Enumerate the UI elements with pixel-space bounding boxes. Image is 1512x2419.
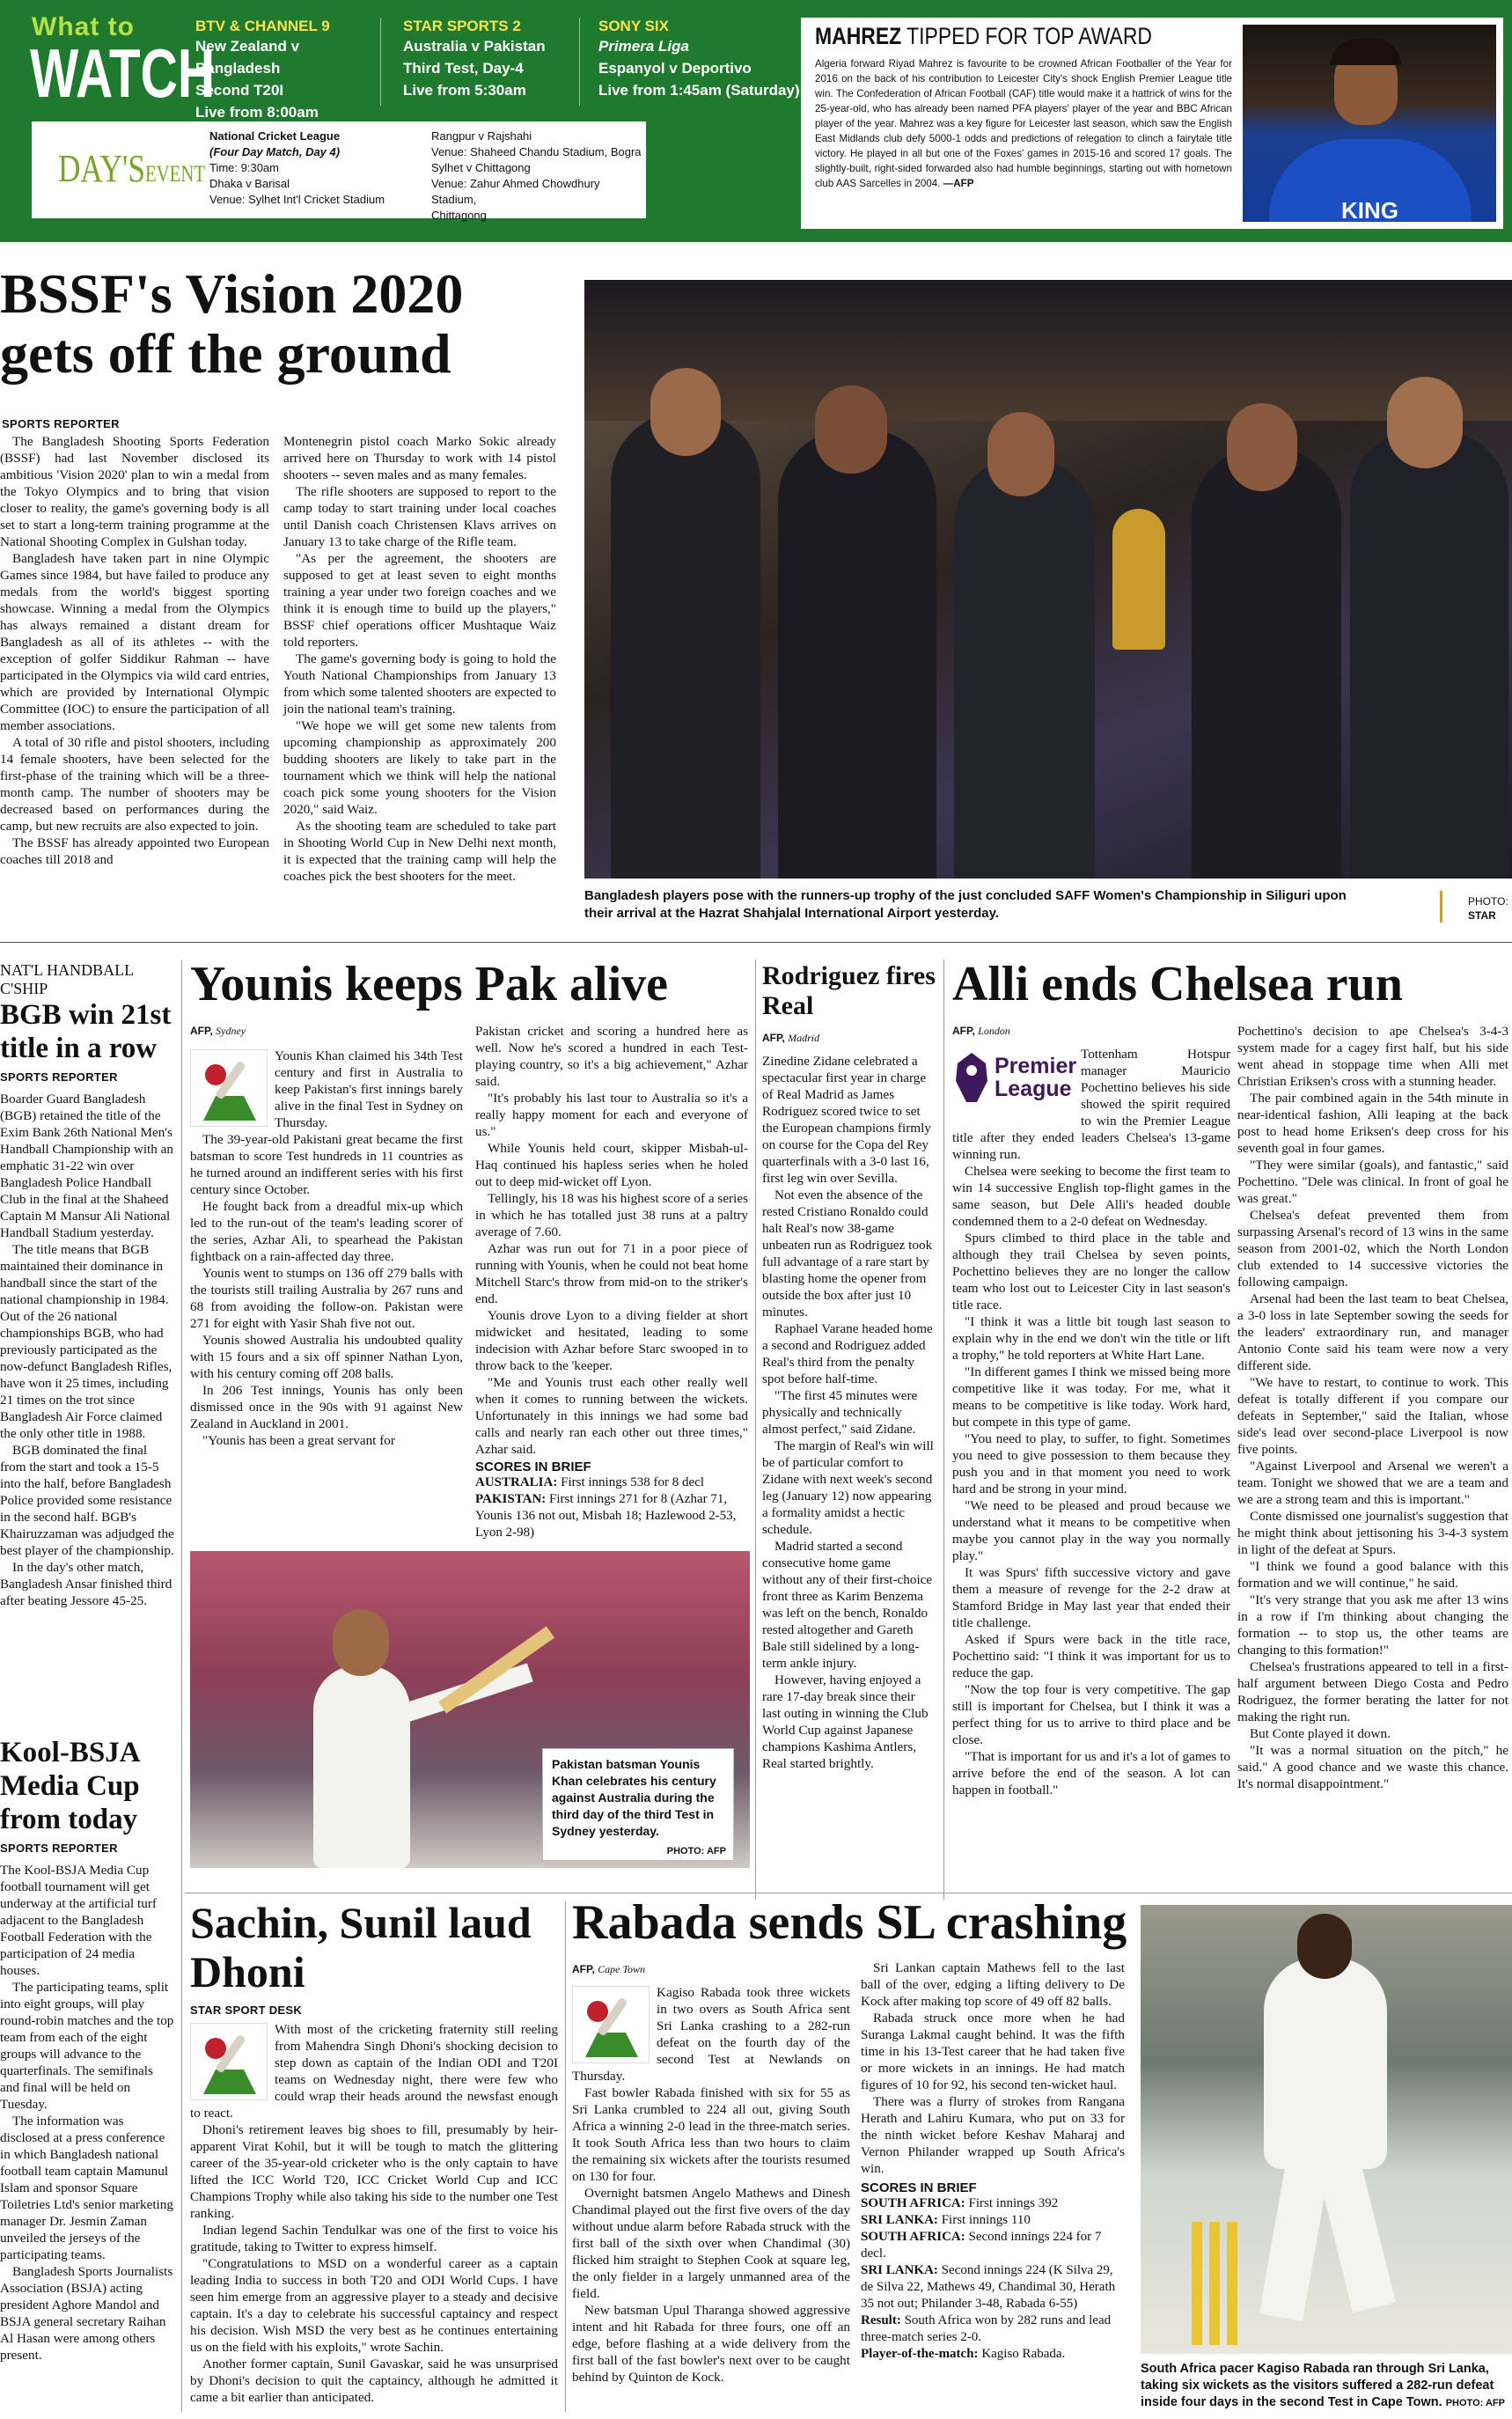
days-event-box [32,121,646,222]
channel-line: Second T20I [195,82,284,99]
rabada-column-2: Sri Lankan captain Mathews fell to the last ball of the over, edging a lifting delivery to De Kock after making top score of 49 off 82 balls. Rabada struck once more when he had Suranga Lakmal caught behind. It was the fifth time in his 13-Test career that he had taken five or more wickets in an innings. He had match figures of 10 for 92, his second ten-wicket haul. There was a flurry of strokes from Rangana Herath and Lahiru Kumara, who put on 33 for the ninth wicket before Keshav Maharaj and Vernon Philander wrapped up South Africa's win. SCORES IN BRIEF SOUTH AFRICA: First innings 392 SRI LANKA: First innings 110 SOUTH AFRICA: Second innings 224 for 7 decl. SRI LANKA: Second innings 224 (K Silva 29, de Silva 22, Mathews 49, Chandimal 30, Herath 35 not out; Philander 3-48, Rabada 6-55) Result: South Africa won by 282 runs and lead three-match series 2-0. Player-of-the-match: Kagiso Rabada. [861,1960,1125,2361]
lion-icon [952,1051,991,1104]
cricket-icon [190,1049,268,1127]
wtw-what: What to [32,12,135,41]
channel-line: Live from 1:45am (Saturday) [598,82,800,99]
rabada-score-line: Player-of-the-match: Kagiso Rabada. [861,2347,1066,2361]
channel-line: Live from 5:30am [403,82,526,99]
bssf-column-2: Montenegrin pistol coach Marko Sokic already arrived here on Thursday to work with 14 pistol shooters -- seven males and as many females. The rifle shooters are supposed to report to the camp today to start training under local coaches until Danish coach Christensen Klavs arrives on January 13 to take charge of the Rifle team. "As per the agreement, the shooters are supposed to get at least seven to eight months training a year under two foreign coaches and we think it is enough time to build up the players," BSSF chief operations officer Mushtaque Waiz told reporters. The game's governing body is going to hold the Youth National Championships from January 13 from which some talented shooters are expected to join the national team's training. "We hope we will get some new talents from upcoming championship as approximately 200 budding shooters are likely to take part in the tournament which we think will help the national coach pick some young shooters for the Vision 2020," said Waiz. As the shooting team are scheduled to take part in Shooting World Cup in New Delhi next month, it is expected that the training camp will help the coaches pick the best shooters for the meet. [283,434,556,884]
rodriguez-dateline: AFP, Madrid [762,1032,820,1044]
bssf-column-1: The Bangladesh Shooting Sports Federation (BSSF) had last November disclosed its ambitious 'Vision 2020' plan to win a medal from the Tokyo Olympics and to bring that vision closer to reality, the game's governing body is all set to start a long-term training programme at the National Shooting Complex in Gulshan today. Bangladesh have taken part in nine Olympic Games since 1984, but have failed to produce any medals from the world's biggest sporting showcase. Winning a medal from the Olympics has always remained a distant dream for Bangladesh as all of its athletes -- with the exception of golfer Siddikur Rahman -- have participated in the Olympics via wild card entries, which are provided by International Olympic Committee (IOC) to ensure the participation of all member associations. A total of 30 rifle and pistol shooters, including 14 female shooters, have been selected for the first-phase of the training which will be a three-month camp. The number of shooters may be decreased based on performances during the camp, but new recruits are also expected to join. The BSSF has already appointed two European coaches till 2018 and [0,434,269,867]
younis-photo [190,1551,750,1868]
rodriguez-headline: Rodriguez fires Real [762,961,936,1020]
sachin-byline: STAR SPORT DESK [190,2004,303,2017]
alli-headline: Alli ends Chelsea run [952,957,1403,1011]
what-to-watch-banner [0,0,1512,242]
channel-line: New Zealand v Bangladesh [195,38,300,77]
channel-line: Third Test, Day-4 [403,60,524,77]
alli-column-1: Premier League Tottenham Hotspur manager Mauricio Pochettino believes his side showed the spirit required to win the Premier League title after they ended leaders Chelsea's 13-game winning run. Chelsea were seeking to become the first team to win 14 successive English top-flight games in the same season, but Dele Alli's headed double condemned them to a 2-0 defeat on Wednesday. Spurs climbed to third place in the table and although they trail Chelsea by seven points, Pochettino believes they are no longer the callow team who lost out to Leicester City in last season's title race. "I think it was a little bit tough last season to explain why in the end we don't win the title or lift a trophy," he told reporters at White Hart Lane. "In different games I think we missed being more competitive like it was today. For me, what it means to be competitive is like today. Work hard, but compete in this type of game. "You need to play, to suffer, to fight. Sometimes you need to give possession to them because they push you and in that moment you need to work hard and be strong in your mind. "We need to be pleased and proud because we understand what it means to be competitive when maybe you cannot play in the way you normally play." It was Spurs' fifth successive victory and gave them a measure of revenge for the 2-2 draw at Stamford Bridge in May last year that ended their title challenge. Asked if Spurs were back in the title race, Pochettino said: "I think it was important for us to reduce the gap. "Now the top four is very competitive. The gap still is important for Chelsea, but I think it was a perfect thing for us to arrive to third place and be close. "That is important for us and it's a lot of games to arrive before the end of the season. A lot can happen in football." [952,1047,1230,1798]
younis-caption: Pakistan batsman Younis Khan celebrates his century against Australia during the third day of the third Test in Sydney yesterday. [552,1757,716,1838]
younis-column-2: Pakistan cricket and scoring a hundred here as well. Now he's scored a hundred in each Test-playing country, so it's a big achievement," Azhar said. "It's probably his last tour to Australia so it's a really happy moment for each and everyone of us." While Younis held court, skipper Misbah-ul-Haq continued his hapless series when he holed out to deep mid-wicket off Lyon. Tellingly, his 18 was his highest score of a series in which he has totalled just 38 runs at a paltry average of 7.60. Azhar was run out for 71 in a poor piece of running with Younis, when he could not beat home Mitchell Starc's throw from mid-on to the striker's end. Younis drove Lyon to a diving fielder at short midwicket and hesitated, leading to some indecision with Azhar before Starc swooped in to throw back to the 'keeper. "Me and Younis trust each other really well when it comes to running between the wickets. Unfortunately in this innings we had some bad calls and nearly ran each other out three times," Azhar said. SCORES IN BRIEF AUSTRALIA: First innings 538 for 8 decl PAKISTAN: First innings 271 for 8 (Azhar 71, Younis 136 not out, Misbah 18; Hazlewood 2-53, Lyon 2-98) [475,1024,748,1540]
sachin-body: With most of the cricketing fraternity still reeling from Mahendra Singh Dhoni's shocking decision to step down as captain of the Indian ODI and T20I teams on Wednesday night, there were few who could wrap their heads around the newsfast enough to react. Dhoni's retirement leaves big shoes to fill, presumably by heir-apparent Virat Kohil, but it will be tough to match the glittering career of the 35-year-old cricketer who is the only captain to have lifted the ICC World T20, ICC Cricket World Cup and ICC Champions Trophy while also taking his side to the number one Test ranking. Indian legend Sachin Tendulkar was one of the first to voice his gratitude, taking to Twitter to express himself. "Congratulations to MSD on a wonderful career as a captain leading India to success in both T20 and ODI World Cups. I have seen him emerge from an aggressive player to a steady and decisive captain. It's a day to celebrate his successful captaincy and respect his decision. Wish MSD the very best as he continues entertaining us on the field with his exploits," wrote Sachin. Another former captain, Sunil Gavaskar, said he was unsurprised by Dhoni's decision to quit the captaincy, although he admitted it came a bit earlier than anticipated. [190,2022,558,2405]
channel-name: SONY SIX [598,18,669,34]
younis-photo-credit: PHOTO: AFP [666,1846,726,1857]
younis-score-line: AUSTRALIA: First innings 538 for 8 decl [475,1475,705,1489]
rabada-dateline: AFP, Cape Town [572,1963,646,1975]
channel-line: Live from 8:00am [195,104,319,121]
premier-league-logo: Premier League [952,1046,1074,1113]
rabada-score-line: SOUTH AFRICA: First innings 392 [861,2196,1059,2210]
younis-score-line: PAKISTAN: First innings 271 for 8 (Azhar 71, Younis 136 not out, Misbah 18; Hazlewood 2-53, Lyon 2-98) [475,1492,737,1540]
bssf-byline: SPORTS REPORTER [2,417,120,430]
bgb-kicker: NAT'L HANDBALL C'SHIP [0,961,134,997]
channel-line: Primera Liga [598,38,689,55]
channel-name: STAR SPORTS 2 [403,18,521,34]
rodriguez-body: Zinedine Zidane celebrated a spectacular first year in charge of Real Madrid as James Rodriguez scored twice to set the European champions firmly on course for the Copa del Rey quarterfinals with a 3-0 last 16, first leg win over Sevilla. Not even the absence of the rested Cristiano Ronaldo could halt Real's now 38-game unbeaten run as Rodriguez took full advantage of a rare start by blasting home the opener from outside the box after just 10 minutes. Raphael Varane headed home a second and Rodriguez added Real's third from the penalty spot before half-time. "The first 45 minutes were physically and technically almost perfect," said Zidane. The margin of Real's win will be of particular comfort to Zidane with next week's second leg (January 12) now appearing a formality amidst a hectic schedule. Madrid started a second consecutive home game without any of their first-choice front three as Karim Benzema was left on the bench, Ronaldo rested altogether and Gareth Bale still sidelined by a long-term ankle injury. However, having enjoyed a rare 17-day break since their last outing in winning the Club World Cup against Japanese champions Kashima Antlers, Real started brightly. [762,1054,934,1771]
kool-byline: SPORTS REPORTER [0,1842,118,1855]
rabada-score-line: SRI LANKA: First innings 110 [861,2213,1031,2227]
younis-headline: Younis keeps Pak alive [190,957,668,1011]
days-event-logo: DAY'SEVENT [58,147,206,190]
saff-photo-credit: PHOTO: STAR [1468,895,1508,922]
rabada-score-line: Result: South Africa won by 282 runs and lead three-match series 2-0. [861,2313,1112,2344]
channel-line: Espanyol v Deportivo [598,60,752,77]
mahrez-headline: MAHREZ TIPPED FOR TOP AWARD [815,23,1152,49]
younis-column-1: Younis Khan claimed his 34th Test century and first in Australia to keep Pakistan's first innings barely alive in the final Test in Sydney on Thursday. The 39-year-old Pakistani great became the first batsman to score Test hundreds in 11 countries as he turned around an indifferent series with his first century since October. He fought back from a dreadful mix-up which led to the run-out of the team's leading scorer of the series, Azhar Ali, to spearhead the Pakistan fightback on a rain-affected day three. Younis went to stumps on 136 off 279 balls with the tourists still trailing Australia by 267 runs and 68 from avoiding the follow-on. Pakistan were 271 for eight with Yasir Shah five not out. Younis showed Australia his undoubted quality with 15 fours and a six off spinner Nathan Lyon, with his century coming off 208 balls. In 206 Test innings, Younis has only been dismissed once in the 90s with 91 against New Zealand in Auckland in 2001. "Younis has been a great servant for [190,1048,463,1448]
kool-headline: Kool-BSJA Media Cup from today [0,1737,140,1835]
saff-team-photo [584,280,1512,879]
rabada-scores-heading: SCORES IN BRIEF [861,2180,977,2195]
bgb-byline: SPORTS REPORTER [0,1070,118,1084]
rabada-column-1: Kagiso Rabada took three wickets in two overs as South Africa sent Sri Lanka crashing to a 282-run defeat on the fourth day of the second Test at Newlands on Thursday. Fast bowler Rabada finished with six for 55 as Sri Lanka crumbled to 224 all out, giving South Africa a winning 2-0 lead in the three-match series. It took South Africa less than two hours to claim the remaining six wickets after the tourists resumed on 130 for four. Overnight batsmen Angelo Mathews and Dinesh Chandimal played out the first five overs of the day without undue alarm before Rabada struck with the first ball of the sixth over when Chandimal (30) flicked him straight to Stephen Cook at square leg, the only fielder in a largely unmanned area of the field. New batsman Upul Tharanga showed aggressive intent and hit Rabada for three fours, one off an edge, before flashing at a wide delivery from the first ball of the fast bowler's next over to be caught behind by Quinton de Kock. [572,1985,850,2385]
channel-block-3 [598,18,810,101]
event-list-left: National Cricket League (Four Day Match, Day 4) Time: 9:30am Dhaka v Barisal Venue: Sylhet Int'l Cricket Stadium [209,129,385,206]
cricket-icon [190,2023,268,2100]
bgb-headline: BGB win 21st title in a row [0,999,172,1064]
channel-line: Australia v Pakistan [403,38,546,55]
rabada-headline: Rabada sends SL crashing [572,1895,1127,1950]
channel-block-2 [403,18,579,101]
rabada-caption: South Africa pacer Kagiso Rabada ran through Sri Lanka, taking six wickets as the visitors suffered a 282-run defeat inside four days in the second Test in Cape Town. PHOTO: AFP [1141,2362,1505,2409]
alli-dateline: AFP, London [952,1025,1010,1037]
channel-name: BTV & CHANNEL 9 [195,18,330,34]
mahrez-box [801,18,1503,229]
alli-column-2: Pochettino's decision to ape Chelsea's 3-4-3 system made for a cagey first half, but his side went ahead in stoppage time when Alli met Christian Eriksen's cross with a stunning header. The pair combined again in the 54th minute in near-identical fashion, Alli leaping at the back post to head home Eriksen's deep cross for his seventh goal in four games. "They were similar (goals), and fantastic," said Pochettino. "Dele was clinical. In front of goal he was great." Chelsea's defeat prevented them from surpassing Arsenal's record of 13 wins in the same season from 2001-02, which the North London club extended to 14 successive victories the following campaign. Arsenal had been the last team to beat Chelsea, a 3-0 loss in late September sowing the seeds for the leaders' extraordinary run, and manager Antonio Conte said his team were now a very different side. "We have to restart, to continue to work. This defeat is totally different if you compare our defeats in September," said the Italian, whose side's lead over second-place Liverpool is now five points. "Against Liverpool and Arsenal we weren't a team. Tonight we showed that we are a team and we are a strong team and this is important." Conte dismissed one journalist's suggestion that he might think about jettisoning his 3-4-3 system in light of the defeat at Spurs. "I think we found a good balance with this formation and we will continue," he said. "It's very strange that you ask me after 13 wins in a row if I'm thinking about changing the formation -- to stop us, the other teams are changing to this formation!" Chelsea's frustrations appeared to tell in a first-half argument between Diego Costa and Pedro Rodriguez, the former berating the latter for not making the right run. But Conte played it down. "It was a normal situation on the pitch," he said." A good chance and we waste this chance. It's normal disappointment." [1237,1024,1508,1791]
saff-photo-caption: Bangladesh players pose with the runners-up trophy of the just concluded SAFF Women's Championship in Siliguri upon their arrival at the Hazrat Shahjalal International Airport yesterday. [584,888,1347,921]
event-list-right: Rangpur v Rajshahi Venue: Shaheed Chandu Stadium, Bogra Sylhet v Chittagong Venue: Zahur Ahmed Chowdhury Stadium, Chittagong [431,129,642,222]
channel-block-1 [195,18,371,123]
sachin-headline: Sachin, Sunil laud Dhoni [190,1898,532,1996]
younis-scores-heading: SCORES IN BRIEF [475,1459,591,1474]
bssf-headline: BSSF's Vision 2020 gets off the ground [0,262,464,385]
rabada-photo [1141,1905,1512,2354]
bgb-story: NAT'L HANDBALL C'SHIP BGB win 21st title in a row SPORTS REPORTER Boarder Guard Bangladesh (BGB) retained the title of the Exim Bank 26th National Men's Handball Championship with an emphatic 31-22 win over Bangladesh Police Handball Club in the final at the Shaheed Captain M Mansur Ali National Handball Stadium yesterday. The title means that BGB maintained their dominance in handball since the start of the national championship in 1984. Out of the 26 national championships BGB, who had previously participated as the now-defunct Bangladesh Rifles, have won it 25 times, including 21 times on the trot since Bangladesh Air Force claimed the only other title in 1988. BGB dominated the final from the start and took a 15-5 into the half, before Bangladesh Police provided some resistance in the second half. BGB's Khairuzzaman was adjudged the best player of the championship. In the day's other match, Bangladesh Ansar finished third after beating Jessore 45-25. [0,961,174,1608]
mahrez-text: Algeria forward Riyad Mahrez is favourite to be crowned African Footballer of the Year for 2016 on the back of his contribution to Leicester City's shock English Premier League title win. The Confederation of African Football (CAF) title would make it a hattrick of wins for the 25-year-old, who has already been named PFA players' player of the year and BBC African player of the year. Mahrez was a key figure for Leicester last season, which saw the English East Midlands club defy 5000-1 odds and predictions of relegation to clinch a fairytale title victory. He played in all but one of the Foxes' games in 2015-16 and scored 17 goals. The slightly-built, right-sided forwarded also had humble beginnings, starting out with hometown club AAS Sarcelles in 2004. —AFP [815,58,1232,189]
rabada-score-line: SOUTH AFRICA: Second innings 224 for 7 decl. [861,2230,1102,2261]
wtw-watch: WATCH [30,34,216,112]
kool-story: Kool-BSJA Media Cup from today SPORTS REPORTER The Kool-BSJA Media Cup football tournament will get underway at the artificial turf adjacent to the Bangladesh Football Federation with the participation of 24 media houses. The participating teams, split into eight groups, will play round-robin matches and the top team from each of the eight groups will advance to the quarterfinals. The semifinals and final will be held on Tuesday. The information was disclosed at a press conference in which Bangladesh national football team captain Mamunul Islam and sponsor Square Toiletries Ltd's senior marketing manager Dr. Jesmin Zaman unveiled the jerseys of the participating teams. Bangladesh Sports Journalists Association (BSJA) acting president Aghore Mandol and BSJA general secretary Raihan Al Hasan were among others present. [0,1737,174,2363]
shirt-sponsor: KING [1341,197,1398,222]
cricket-icon [572,1986,650,2063]
mahrez-photo [1243,25,1496,222]
younis-photo-caption-box [542,1748,734,1861]
younis-dateline: AFP, Sydney [190,1025,246,1037]
rabada-score-line: SRI LANKA: Second innings 224 (K Silva 29, de Silva 22, Mathews 49, Chandimal 30, Herath 35 not out; Philander 3-48, Rabada 6-55) [861,2263,1116,2311]
